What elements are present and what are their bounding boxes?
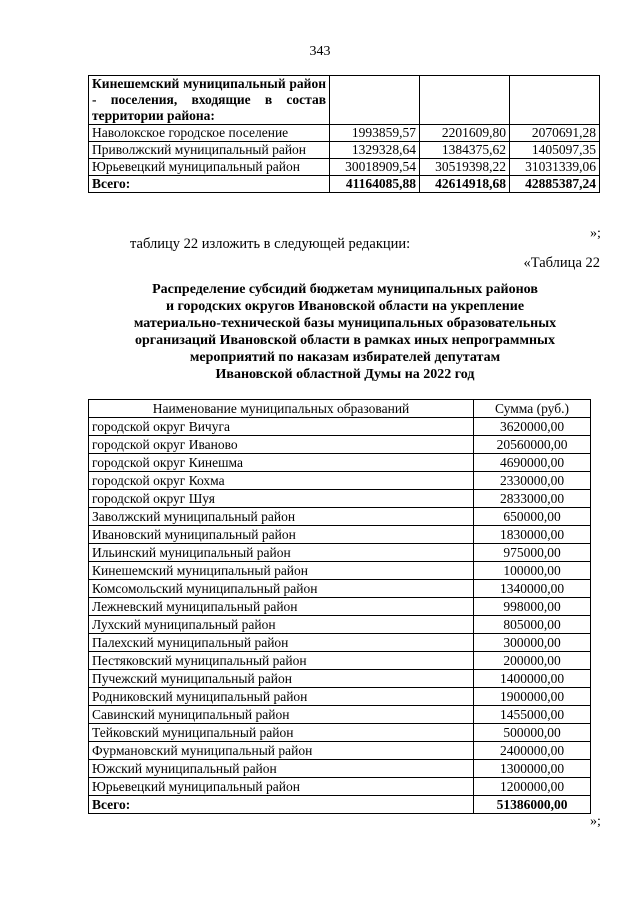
page-number: 343	[309, 44, 331, 59]
municipality-name: Южский муниципальный район	[89, 760, 474, 778]
closing-quote: »;	[590, 226, 601, 241]
total-amount: 42614918,68	[420, 176, 510, 193]
instruction-text: таблицу 22 изложить в следующей редакции:	[130, 236, 411, 252]
table-row	[89, 616, 591, 634]
amount-cell: 2070691,28	[510, 125, 600, 142]
municipality-name: Палехский муниципальный район	[89, 634, 474, 652]
total-amount: 42885387,24	[510, 176, 600, 193]
municipality-name: городской округ Шуя	[89, 490, 474, 508]
total-label: Всего:	[89, 796, 474, 814]
amount-cell: 998000,00	[474, 598, 591, 616]
title-line: материально-технической базы муниципальных образовательных	[133, 316, 557, 331]
table-row	[89, 634, 591, 652]
municipality-name: Ильинский муниципальный район	[89, 544, 474, 562]
municipality-name: Пучежский муниципальный район	[89, 670, 474, 688]
subsidy-distribution-table	[88, 399, 591, 814]
municipality-name: Родниковский муниципальный район	[89, 688, 474, 706]
amount-cell: 1993859,57	[330, 125, 420, 142]
amount-cell: 20560000,00	[474, 436, 591, 454]
amount-cell: 1340000,00	[474, 580, 591, 598]
municipality-name: Тейковский муниципальный район	[89, 724, 474, 742]
municipality-name: Кинешемский муниципальный район	[89, 562, 474, 580]
total-amount: 51386000,00	[474, 796, 591, 814]
column-header-name: Наименование муниципальных образований	[89, 400, 474, 418]
empty-cell	[420, 76, 510, 125]
amount-cell: 1405097,35	[510, 142, 600, 159]
amount-cell: 1455000,00	[474, 706, 591, 724]
municipality-name: Савинский муниципальный район	[89, 706, 474, 724]
amount-cell: 1400000,00	[474, 670, 591, 688]
municipality-name: Юрьевецкий муниципальный район	[89, 159, 330, 176]
municipality-name: Комсомольский муниципальный район	[89, 580, 474, 598]
municipality-name: Юрьевецкий муниципальный район	[89, 778, 474, 796]
table-row	[89, 159, 600, 176]
municipality-name: Наволокское городское поселение	[89, 125, 330, 142]
table-row	[89, 76, 600, 125]
table-row	[89, 472, 591, 490]
amount-cell: 200000,00	[474, 652, 591, 670]
table-row	[89, 742, 591, 760]
municipality-name: Фурмановский муниципальный район	[89, 742, 474, 760]
table-row	[89, 724, 591, 742]
table-row	[89, 688, 591, 706]
table-row	[89, 706, 591, 724]
amount-cell: 4690000,00	[474, 454, 591, 472]
table-row	[89, 508, 591, 526]
table-reference: «Таблица 22	[523, 255, 600, 271]
amount-cell: 500000,00	[474, 724, 591, 742]
empty-cell	[330, 76, 420, 125]
group-header-cell: Кинешемский муниципальный район - поселения, входящие в состав территории района:	[89, 76, 330, 125]
table-row	[89, 526, 591, 544]
amount-cell: 1384375,62	[420, 142, 510, 159]
amount-cell: 1300000,00	[474, 760, 591, 778]
municipality-name: Лухский муниципальный район	[89, 616, 474, 634]
amount-cell: 1200000,00	[474, 778, 591, 796]
amount-cell: 2201609,80	[420, 125, 510, 142]
amount-cell: 3620000,00	[474, 418, 591, 436]
table-row	[89, 418, 591, 436]
amount-cell: 1329328,64	[330, 142, 420, 159]
municipality-name: Ивановский муниципальный район	[89, 526, 474, 544]
municipality-name: Пестяковский муниципальный район	[89, 652, 474, 670]
total-amount: 41164085,88	[330, 176, 420, 193]
amount-cell: 2400000,00	[474, 742, 591, 760]
amount-cell: 1900000,00	[474, 688, 591, 706]
amount-cell: 30018909,54	[330, 159, 420, 176]
title-line: мероприятий по наказам избирателей депутатам	[189, 350, 501, 365]
municipality-name: городской округ Кохма	[89, 472, 474, 490]
table-row	[89, 760, 591, 778]
municipality-name: городской округ Кинешма	[89, 454, 474, 472]
table-row	[89, 454, 591, 472]
table-row	[89, 652, 591, 670]
amount-cell: 1830000,00	[474, 526, 591, 544]
table-row	[89, 436, 591, 454]
municipality-name: Приволжский муниципальный район	[89, 142, 330, 159]
title-line: Распределение субсидий бюджетам муниципальных районов	[152, 282, 538, 297]
subsidy-table-part	[88, 75, 600, 193]
amount-cell: 805000,00	[474, 616, 591, 634]
table-row	[89, 142, 600, 159]
closing-quote: »;	[590, 814, 601, 829]
amount-cell: 650000,00	[474, 508, 591, 526]
total-row	[89, 796, 591, 814]
amount-cell: 300000,00	[474, 634, 591, 652]
municipality-name: городской округ Вичуга	[89, 418, 474, 436]
column-header-amount: Сумма (руб.)	[474, 400, 591, 418]
table-row	[89, 670, 591, 688]
table-row	[89, 125, 600, 142]
table-row	[89, 562, 591, 580]
header-row	[89, 400, 591, 418]
amount-cell: 975000,00	[474, 544, 591, 562]
municipality-name: Лежневский муниципальный район	[89, 598, 474, 616]
amount-cell: 2833000,00	[474, 490, 591, 508]
amount-cell: 2330000,00	[474, 472, 591, 490]
amount-cell: 100000,00	[474, 562, 591, 580]
table-row	[89, 580, 591, 598]
total-label: Всего:	[89, 176, 330, 193]
municipality-name: Заволжский муниципальный район	[89, 508, 474, 526]
title-line: и городских округов Ивановской области на укрепление	[165, 299, 525, 314]
amount-cell: 31031339,06	[510, 159, 600, 176]
table-row	[89, 544, 591, 562]
total-row	[89, 176, 600, 193]
empty-cell	[510, 76, 600, 125]
table-row	[89, 598, 591, 616]
title-line: организаций Ивановской области в рамках иных непрограммных	[135, 333, 555, 348]
table-row	[89, 490, 591, 508]
amount-cell: 30519398,22	[420, 159, 510, 176]
table-row	[89, 778, 591, 796]
table-title	[90, 281, 600, 383]
title-line: Ивановской областной Думы на 2022 год	[215, 367, 475, 382]
municipality-name: городской округ Иваново	[89, 436, 474, 454]
